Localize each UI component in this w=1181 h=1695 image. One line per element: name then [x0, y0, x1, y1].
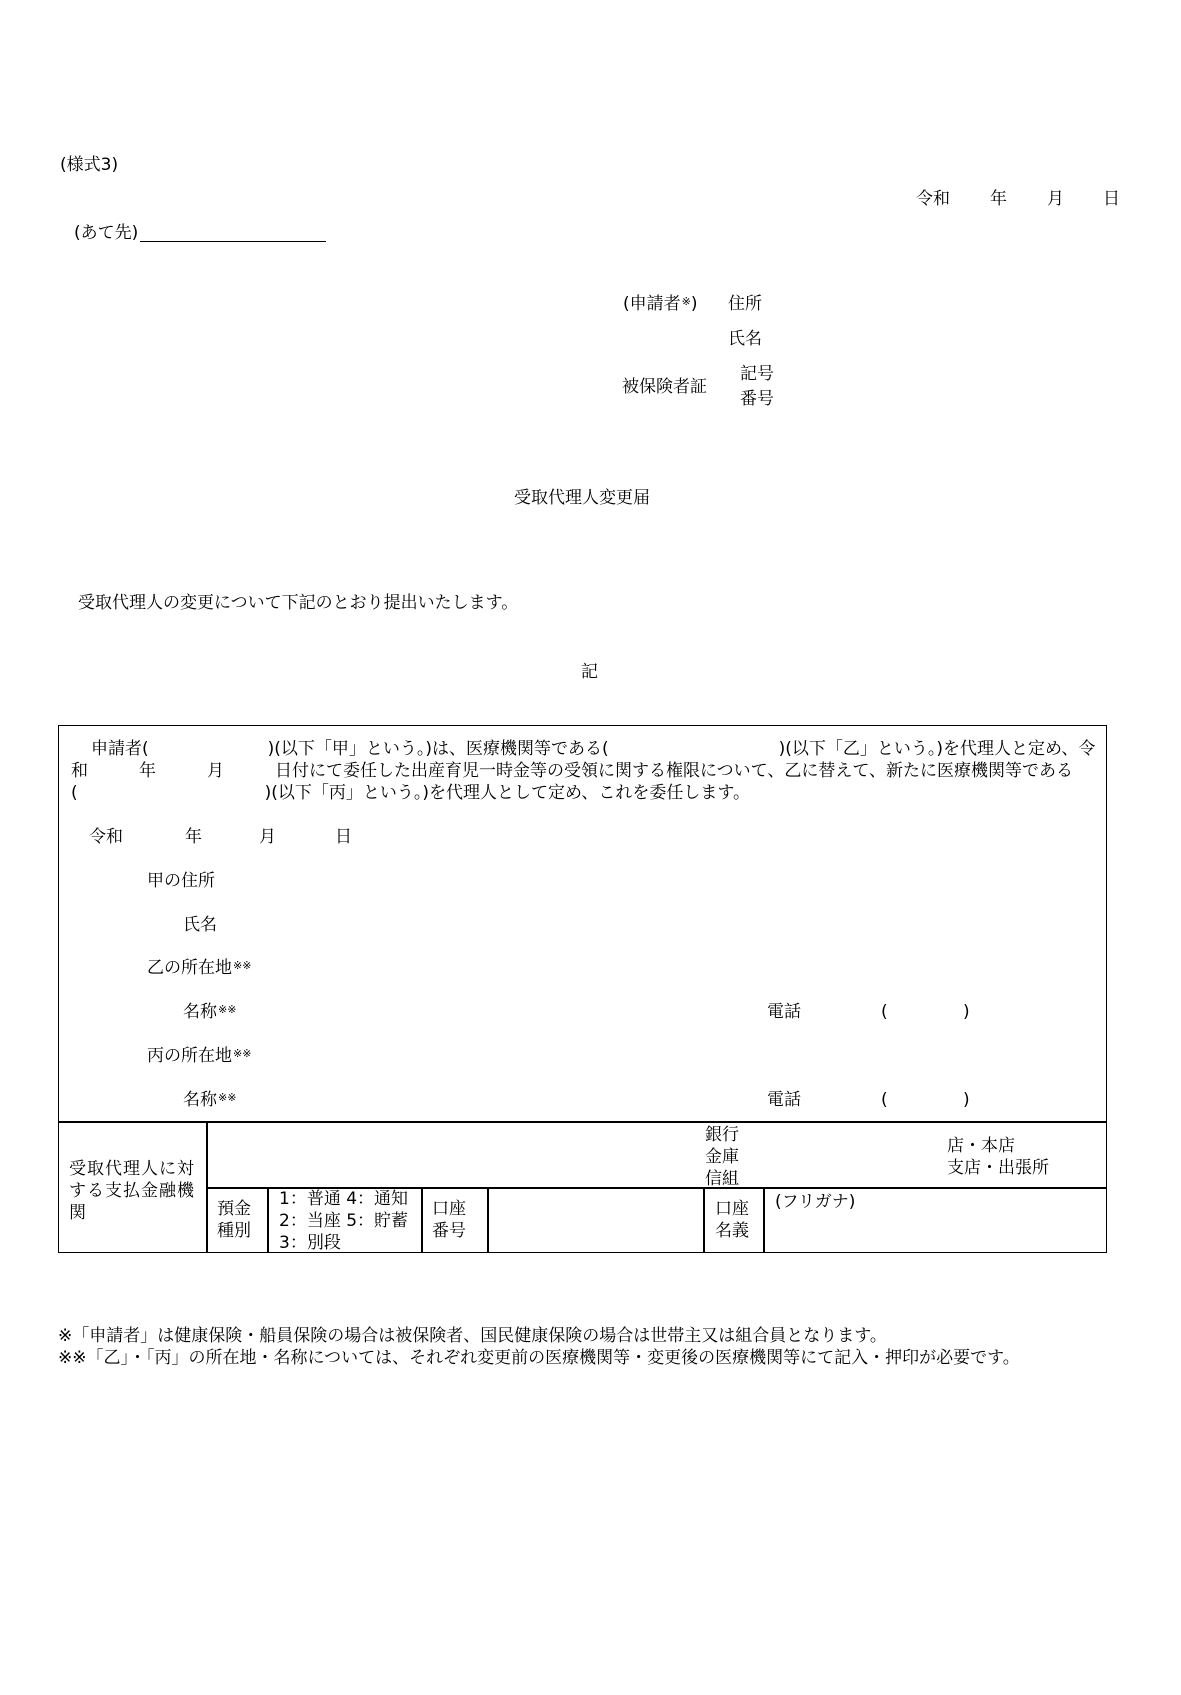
- deposit-label-divider: [267, 1187, 269, 1252]
- date-month: 月: [1047, 189, 1064, 209]
- account-label-divider: [487, 1187, 489, 1252]
- branch-type-branch: 支店・出張所: [947, 1158, 1049, 1178]
- note-2: ※※「乙」・「丙」の所在地・名称については、それぞれ変更前の医療機関等・変更後の医療機関等にて記入・押印が必要です。: [58, 1348, 1020, 1368]
- ki-heading: 記: [581, 662, 598, 682]
- deposit-option-1[interactable]: 1：普通 4：通知: [279, 1189, 409, 1209]
- otsu-location-label: 乙の所在地※※: [147, 958, 252, 978]
- account-number-label: 口座番号: [432, 1199, 466, 1241]
- furigana-label: (フリガナ): [775, 1192, 856, 1212]
- applicant-address-label: 住所: [728, 294, 762, 314]
- decl-date-year: 年: [185, 827, 202, 847]
- hei-phone-label: 電話: [767, 1090, 801, 1110]
- decl-date-month: 月: [259, 827, 276, 847]
- addressee-label: (あて先): [74, 223, 139, 243]
- account-name-divider: [763, 1187, 765, 1252]
- bank-section-label: 受取代理人に対する支払金融機関: [69, 1159, 195, 1223]
- deposit-options-divider: [421, 1187, 423, 1252]
- ko-name-label: 氏名: [183, 915, 217, 935]
- note-1: ※「申請者」は健康保険・船員保険の場合は被保険者、国民健康保険の場合は世帯主又は組合員となります。: [58, 1326, 887, 1346]
- deposit-option-2[interactable]: 2：当座 5：貯蓄: [279, 1211, 409, 1231]
- bank-top-divider: [59, 1121, 1106, 1123]
- date-year: 年: [990, 189, 1007, 209]
- hei-name-label: 名称※※: [183, 1090, 237, 1110]
- otsu-phone-open: (: [881, 1002, 888, 1022]
- bank-type-kinko: 金庫: [705, 1147, 739, 1167]
- declaration-box: [58, 725, 1107, 1253]
- insurance-card-label: 被保険者証: [622, 377, 707, 397]
- decl-date-day: 日: [335, 827, 352, 847]
- hei-phone-close: ): [963, 1090, 970, 1110]
- declaration-text: 申請者( )(以下「甲」という。)は、医療機関等である( )(以下「乙」という。)を代理人と定め、令和 年 月 日付にて委任した出産育児一時金等の受領に関する権限について、乙に替えて、新たに医療機関等である( )(以下「丙」という。)を代理人として定め、これを委任します。: [71, 739, 1096, 803]
- otsu-phone-label: 電話: [767, 1002, 801, 1022]
- otsu-phone-close: ): [963, 1002, 970, 1022]
- decl-date-era: 令和: [89, 827, 123, 847]
- account-number-divider: [703, 1187, 705, 1252]
- branch-type-main: 店・本店: [947, 1136, 1015, 1156]
- intro-text: 受取代理人の変更について下記のとおり提出いたします。: [78, 593, 519, 613]
- bank-type-bank: 銀行: [705, 1125, 739, 1145]
- asterisk-mark: ※: [681, 295, 691, 308]
- ko-address-label: 甲の住所: [147, 871, 215, 891]
- insurance-symbol-label: 記号: [740, 364, 774, 384]
- form-number: (様式3): [60, 155, 119, 175]
- otsu-name-label: 名称※※: [183, 1002, 237, 1022]
- date-era: 令和: [916, 189, 950, 209]
- hei-location-label: 丙の所在地※※: [147, 1046, 252, 1066]
- deposit-type-label: 預金種別: [217, 1199, 251, 1241]
- applicant-name-label: 氏名: [728, 329, 762, 349]
- bank-type-shinkumi: 信組: [705, 1169, 739, 1189]
- applicant-label: (申請者※): [623, 294, 698, 314]
- deposit-option-3[interactable]: 3：別段: [279, 1233, 341, 1253]
- addressee: [74, 225, 326, 242]
- addressee-line[interactable]: [140, 240, 326, 242]
- document-title: 受取代理人変更届: [514, 488, 650, 508]
- date-day: 日: [1103, 189, 1120, 209]
- insurance-number-label: 番号: [740, 389, 774, 409]
- account-name-label: 口座名義: [715, 1199, 749, 1241]
- hei-phone-open: (: [881, 1090, 888, 1110]
